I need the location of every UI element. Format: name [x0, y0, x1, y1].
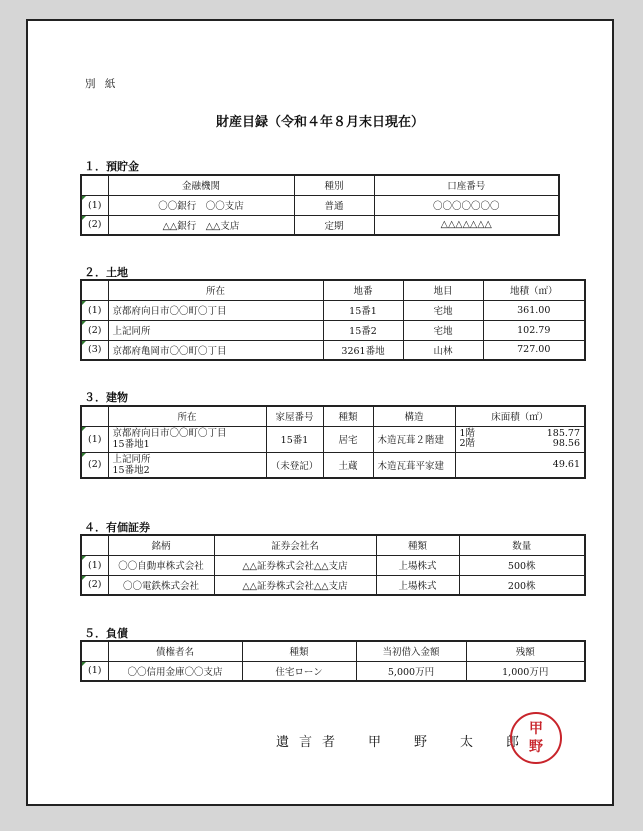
- cell-account: △△△△△△△: [374, 215, 559, 235]
- cell-location: 京都府亀岡市〇〇町〇丁目: [108, 340, 323, 360]
- seal-char: 甲: [529, 721, 543, 737]
- row-number: (1): [81, 661, 108, 681]
- cell-area: 727.00: [483, 340, 585, 360]
- securities-table: [80, 534, 586, 596]
- table-row: [81, 195, 559, 215]
- land-table: [80, 279, 586, 361]
- table-row: [81, 215, 559, 235]
- table-row: [81, 320, 585, 340]
- buildings-table: [80, 405, 586, 479]
- table-row: [81, 452, 585, 478]
- cell-area: 361.00: [483, 300, 585, 320]
- table-row: [81, 300, 585, 320]
- column-header: 所在: [108, 280, 323, 300]
- location-line-2: 15番地2: [112, 464, 150, 476]
- section-heading-deposits: １．預貯金: [84, 160, 139, 173]
- cell-kind: 住宅ローン: [242, 661, 356, 681]
- row-number: (2): [81, 452, 108, 478]
- column-header: 種類: [376, 535, 459, 555]
- cell-structure: 木造瓦葺２階建: [373, 426, 455, 452]
- seal-char: 野: [529, 739, 543, 755]
- cell-location: 上記同所: [108, 320, 323, 340]
- column-header: 構造: [373, 406, 455, 426]
- column-header: 残額: [466, 641, 585, 661]
- location-line-1: 上記同所: [112, 453, 151, 465]
- cell-location: [108, 426, 266, 452]
- column-header: 種類: [323, 406, 373, 426]
- column-header: 地積（㎡）: [483, 280, 585, 300]
- cell-lot: 15番2: [323, 320, 403, 340]
- table-header-row: [81, 535, 585, 555]
- row-number: (1): [81, 300, 108, 320]
- column-header: 金融機関: [108, 175, 294, 195]
- cell-type: 定期: [294, 215, 374, 235]
- table-row: [81, 340, 585, 360]
- cell-brand: 〇〇電鉄株式会社: [108, 575, 214, 595]
- cell-floor-area: 49.61: [455, 452, 585, 478]
- row-number: (2): [81, 215, 108, 235]
- debts-table: [80, 640, 586, 682]
- cell-initial-amount: 5,000万円: [356, 661, 466, 681]
- cell-company: △△証券株式会社△△支店: [214, 555, 376, 575]
- deposits-table: [80, 174, 560, 236]
- attachment-label: 別 紙: [85, 78, 119, 90]
- column-header: 銘柄: [108, 535, 214, 555]
- cell-lot: 15番1: [323, 300, 403, 320]
- cell-category: 宅地: [403, 300, 483, 320]
- location-line-1: 京都府向日市〇〇町〇丁目: [112, 428, 227, 439]
- cell-structure: 木造瓦葺平家建: [373, 452, 455, 478]
- column-header: 種類: [242, 641, 356, 661]
- cell-floor-area: [455, 426, 585, 452]
- column-header: 家屋番号: [266, 406, 323, 426]
- row-number: (3): [81, 340, 108, 360]
- table-row: [81, 426, 585, 452]
- section-heading-securities: ４．有価証券: [84, 521, 150, 534]
- document-title: 財産目録（令和４年８月末日現在）: [215, 115, 424, 130]
- cell-institution: △△銀行 △△支店: [108, 215, 294, 235]
- table-row: [81, 661, 585, 681]
- column-header: 種別: [294, 175, 374, 195]
- cell-house-number: （未登記）: [266, 452, 323, 478]
- cell-kind: 土蔵: [323, 452, 373, 478]
- table-row: [81, 555, 585, 575]
- row-number: (1): [81, 555, 108, 575]
- row-number: (1): [81, 195, 108, 215]
- table-header-row: [81, 641, 585, 661]
- section-heading-buildings: ３．建物: [84, 391, 128, 404]
- row-number: (2): [81, 320, 108, 340]
- table-header-row: [81, 280, 585, 300]
- cell-account: 〇〇〇〇〇〇〇: [374, 195, 559, 215]
- table-header-row: [81, 406, 585, 426]
- floor-area: 185.77: [546, 428, 580, 439]
- cell-brand: 〇〇自動車株式会社: [108, 555, 214, 575]
- column-header: 口座番号: [374, 175, 559, 195]
- column-header: 証券会社名: [214, 535, 376, 555]
- row-number: (1): [81, 426, 108, 452]
- cell-institution: 〇〇銀行 〇〇支店: [108, 195, 294, 215]
- floor-area: 98.56: [552, 438, 580, 449]
- column-header: 債権者名: [108, 641, 242, 661]
- column-header: 地目: [403, 280, 483, 300]
- cell-quantity: 200株: [459, 575, 585, 595]
- cell-balance: 1,000万円: [466, 661, 585, 681]
- floor-label: 1階: [459, 428, 476, 439]
- cell-kind: 上場株式: [376, 555, 459, 575]
- column-header: 地番: [323, 280, 403, 300]
- document-page: [26, 19, 614, 806]
- column-header: 数量: [459, 535, 585, 555]
- column-header: 床面積（㎡）: [455, 406, 585, 426]
- cell-area: 102.79: [483, 320, 585, 340]
- row-number: (2): [81, 575, 108, 595]
- cell-location: [108, 452, 266, 478]
- floor-label: 2階: [459, 438, 476, 449]
- cell-house-number: 15番1: [266, 426, 323, 452]
- column-header: 所在: [108, 406, 266, 426]
- cell-category: 山林: [403, 340, 483, 360]
- cell-creditor: 〇〇信用金庫〇〇支店: [108, 661, 242, 681]
- section-heading-debts: ５．負債: [84, 627, 128, 640]
- table-header-row: [81, 175, 559, 195]
- cell-kind: 上場株式: [376, 575, 459, 595]
- table-row: [81, 575, 585, 595]
- cell-location: 京都府向日市〇〇町〇丁目: [108, 300, 323, 320]
- floor-area-line: [460, 439, 581, 449]
- cell-category: 宅地: [403, 320, 483, 340]
- seal-stamp: [510, 712, 562, 764]
- cell-kind: 居宅: [323, 426, 373, 452]
- location-line-2: 15番地1: [112, 439, 150, 450]
- section-heading-land: ２．土地: [84, 266, 128, 279]
- testator-signature: 遺言者 甲 野 太 郎: [276, 735, 530, 750]
- column-header: 当初借入金額: [356, 641, 466, 661]
- cell-type: 普通: [294, 195, 374, 215]
- cell-quantity: 500株: [459, 555, 585, 575]
- cell-lot: 3261番地: [323, 340, 403, 360]
- cell-company: △△証券株式会社△△支店: [214, 575, 376, 595]
